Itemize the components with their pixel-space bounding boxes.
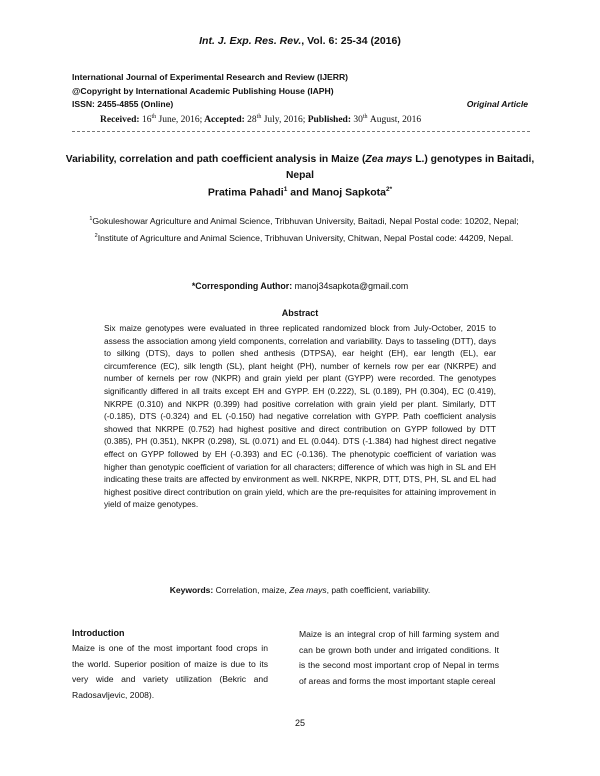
corresponding-author [60,281,540,291]
accepted-rest: July, 2016; [263,115,306,126]
introduction-heading: Introduction [72,628,125,638]
keywords-post: , path coefficient, variability. [326,585,431,595]
intro-right-column: Maize is an integral crop of hill farming system and can be grown both under and irrigated conditions. It is the second most important crop of Nepal in terms of areas and forms the most important staple cereal [299,629,499,686]
issn: ISSN: 2455-4855 (Online) [72,99,174,109]
affil-2-sup: 2 [94,233,98,240]
title-species: Zea mays [365,154,413,165]
abstract-heading: Abstract [281,308,319,318]
abstract-text: Six maize genotypes were evaluated in three replicated randomized block from July-October, 2015 to assess the association among yield components, correlation and variability. Days to tasseling (DTT), days to silking (DTS), days to pollen shed anthesis (DTPSA), ear height (EH), ear length (EL), ear circumference (EC), silk length (SL), plant height (PH), number of kernels row per ear (NKRPE) and number of kernels per row (NKPR) and grain yield per plant (GYPP) were recorded. The genotypes significantly differed in all traits except EH and GYPP. EH (0.222), SL (0.189), PH (0.304), EC (0.419), NKRPE (0.310) and NKPR (0.399) had positive correlation with grain yield per plant. Similarly, DTT (-0.185), DTS (-0.324) and EL (-0.150) had negative correlation with GYPP. Path coefficient analysis showed that NKRPE (0.752) had highest positive and direct contribution on GYPP followed by DTT (0.385), PH (0.351), NKPR (0.298), SL (0.071) and EL (0.044). DTS (-1.384) had highest direct negative effect on GYPP followed by EH (-0.393) and EC (-0.136). The phenotypic coefficient of variation was higher than genotypic coefficient of variation for all characters; difference of which was high in SL and EH indicating these traits are affected by environment as well. NKRPE, NKPR, DTT, DTS, PH, SL and EL had highest positive direct contribution on grain yield, which are the pre-requisites for attaining improvement in yield of maize genotypes. [104,323,496,510]
journal-abbrev: Int. J. Exp. Res. Rev. [199,35,302,47]
affil-1-sup: 1 [89,216,93,222]
dates-line [100,114,530,125]
article-type: Original Article [466,99,528,109]
copyright-line: @Copyright by International Academic Publishing House (IAPH) [72,85,334,96]
author-2: Manoj Sapkota [311,186,386,199]
issn-row [72,98,532,112]
title-part2: L.) genotypes in Baitadi, Nepal [285,154,535,181]
affil-1: Gokuleshowar Agriculture and Animal Science, Tribhuvan University, Baitadi, Nepal Postal code: 10202, Nepal; [92,215,519,226]
received-day: 16 [141,115,152,126]
published-label: Published: [307,115,351,126]
accepted-day: 28 [247,115,257,126]
accepted-label: Accepted: [204,115,245,126]
author-1-sup: 1 [283,186,288,193]
header-divider [72,131,530,132]
author-2-sup: 2* [385,186,393,193]
affiliations [84,212,524,247]
affil-2: Institute of Agriculture and Animal Science, Tribhuvan University, Chitwan, Nepal Postal code: 44209, Nepal. [97,233,514,244]
journal-header [0,35,600,47]
accepted-sup: th [256,114,262,120]
received-sup: th [151,114,157,120]
published-day: 30 [353,115,363,126]
publication-info [72,71,532,112]
published-rest: August, 2016 [369,115,422,126]
received-label: Received: [100,115,140,126]
corresponding-label: *Corresponding Author: [191,281,293,291]
published-sup: th [362,114,368,120]
paper-title [60,152,540,184]
volume-info: , Vol. 6: 25-34 (2016) [301,35,401,47]
keywords-label: Keywords: [169,585,214,595]
authors [60,186,540,199]
received-rest: June, 2016; [158,115,203,126]
page-number: 25 [294,718,305,728]
author-and: and [287,186,312,199]
corresponding-email[interactable]: manoj34sapkota@gmail.com [294,281,409,291]
keywords [104,585,496,595]
title-part1: Variability, correlation and path coefficient analysis in Maize ( [65,154,366,165]
keywords-species: Zea mays [289,585,327,595]
author-1: Pratima Pahadi [207,186,284,199]
intro-left-column: Maize is one of the most important food crops in the world. Superior position of maize is due to its very wide and variety utilization (Bekric and Radosavljevic, 2008). [72,643,268,700]
keywords-pre: Correlation, maize, [215,585,287,595]
journal-name: International Journal of Experimental Research and Review (IJERR) [72,72,349,82]
